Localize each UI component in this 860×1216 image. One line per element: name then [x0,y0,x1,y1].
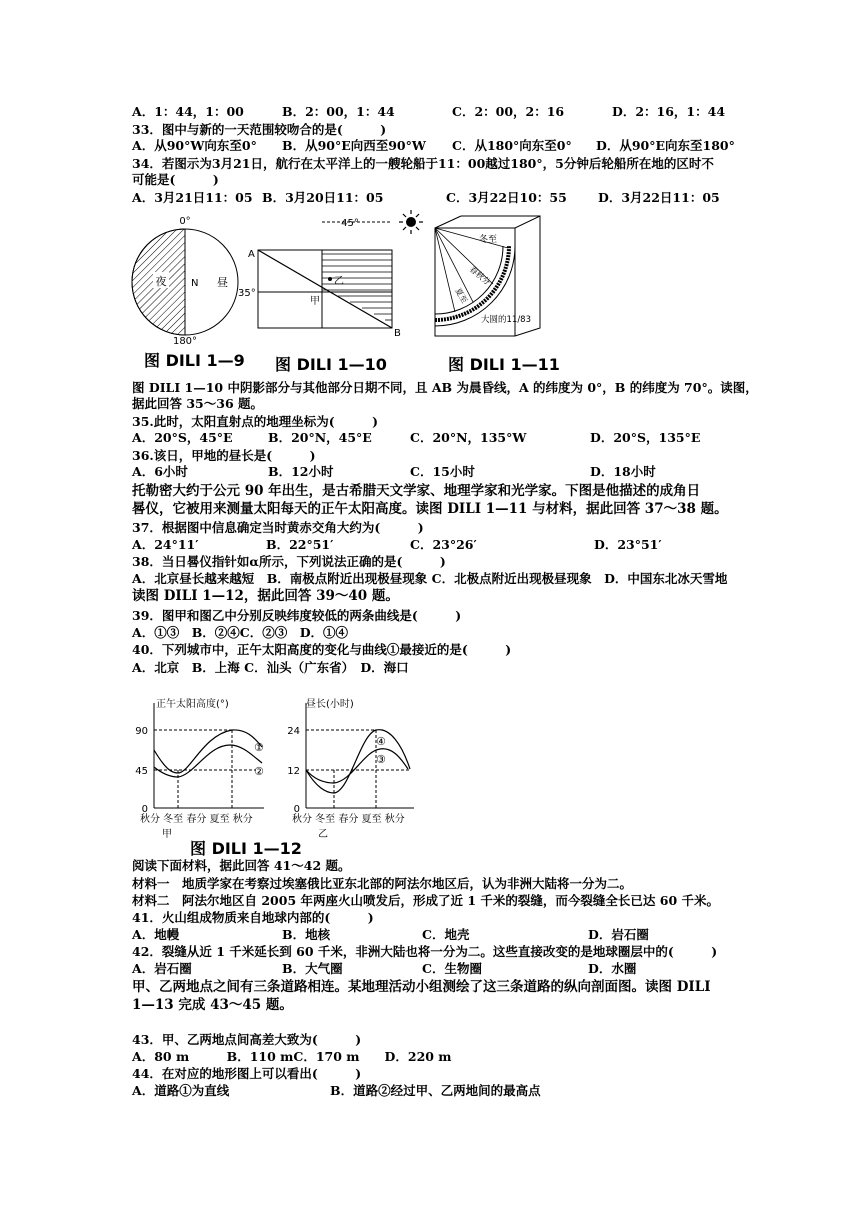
curve-3 [306,749,408,783]
right-tick-0: 0 [293,804,300,815]
curve-4-label: ④ [376,735,386,748]
question-43: 43．甲、乙两地点间高差大致为( ) [132,1032,362,1047]
q32-option-c: C．2：00，2：16 [452,104,565,119]
pole-label: N [191,278,199,289]
intro-35-36: 图 DILI 1—10 中阴影部分与其他部分日期不同，且 AB 为晨昏线，A 的纬度为 0°，B 的纬度为 70°。读图， [132,380,758,395]
question-34: 34．若图示为3月21日，航行在太平洋上的一艘轮船于11：00越过180°，5分钟后轮船所在地的区时不 [132,156,714,171]
question-35: 35.此时，太阳直射点的地理坐标为( ) [132,414,379,429]
left-x-ticks: 秋分 冬至 春分 夏至 秋分 [140,814,253,825]
yi-label: 乙 [334,276,344,287]
material-1: 材料一 地质学家在考察过埃塞俄比亚东北部的阿法尔地区后，认为非洲大陆将一分为二。 [132,876,633,891]
q41-option-a: A．地幔 [132,927,180,942]
equinox-label: 春秋分 [467,264,492,287]
lon-label: 45° [341,218,359,229]
curve-3-label: ③ [376,753,386,766]
q37-option-c: C．23°26′ [410,537,477,552]
intro-41-42: 阅读下面材料，据此回答 41～42 题。 [132,858,351,873]
question-41: 41．火山组成物质来自地球内部的( ) [132,910,374,925]
q39-options: A．①③ B．②④C．②③ D．①④ [132,625,349,640]
q34-option-d: D．3月22日11：05 [598,190,720,205]
q37-option-a: A．24°11′ [132,537,199,552]
q33-option-b: B．从90°E向西至90°W [282,138,426,153]
right-chart-title: 昼长(小时) [306,699,354,710]
figure-dili-1-11 [395,208,555,343]
q40-options: A．北京 B．上海 C．汕头（广东省） D．海口 [132,660,409,675]
q43-options: A．80 m B．110 mC．170 m D．220 m [132,1049,452,1064]
right-x-ticks: 秋分 冬至 春分 夏至 秋分 [292,814,405,825]
question-40: 40．下列城市中，正午太阳高度的变化与曲线①最接近的是( ) [132,642,512,657]
summer-label: 夏至 [453,286,470,305]
curve-4 [306,730,410,793]
question-34-cont: 可能是( ) [132,172,219,187]
point-b-label: B [394,328,401,339]
caption-fig10: 图 DILI 1—10 [275,355,387,374]
q33-option-c: C．从180°向东至0° [452,138,572,153]
q35-option-a: A．20°S，45°E [132,430,233,445]
question-33: 33．图中与新的一天范围较吻合的是( ) [132,122,387,137]
scale-label: 大圆的11/83 [481,315,531,325]
intro-37-38-cont: 晷仪，它被用来测量太阳每天的正午太阳高度。读图 DILI 1—11 与材料，据此回答 37～38 题。 [132,501,728,517]
q32-option-a: A．1：44，1：00 [132,104,244,119]
figure-dili-1-10 [232,212,412,342]
q42-option-d: D．水圈 [588,961,637,976]
question-36: 36.该日，甲地的昼长是( ) [132,448,316,463]
q36-option-d: D．18小时 [590,464,656,479]
q44-option-b: B．道路②经过甲、乙两地间的最高点 [330,1083,541,1098]
q35-option-c: C．20°N，135°W [410,430,527,445]
curve-1-label: ① [254,741,264,754]
day-label: 昼 [217,276,228,289]
q38-options: A．北京昼长越来越短 B．南极点附近出现极昼现象 C．北极点附近出现极昼现象 D．中国东北冰天雪地 [132,571,728,586]
question-38: 38．当日晷仪指针如α所示，下列说法正确的是( ) [132,554,446,569]
q34-option-c: C．3月22日10：55 [446,190,567,205]
q36-option-a: A．6小时 [132,464,188,479]
q33-option-a: A．从90°W向东至0° [132,138,257,153]
q41-option-d: D．岩石圈 [588,927,649,942]
point-a-label: A [248,249,255,260]
q36-option-c: C．15小时 [410,464,475,479]
figure-dili-1-9 [125,210,245,345]
intro-43-45-cont: 1—13 完成 43～45 题。 [132,997,293,1013]
sun-icon [399,210,423,234]
caption-fig9: 图 DILI 1—9 [144,351,245,370]
curve-2-label: ② [254,765,264,778]
right-chart-label: 乙 [318,829,328,840]
q42-option-c: C．生物圈 [422,961,482,976]
q37-option-b: B．22°51′ [266,537,334,552]
winter-label: 冬至 [479,235,498,245]
caption-fig12: 图 DILI 1—12 [190,839,302,858]
q35-option-b: B．20°N，45°E [268,430,372,445]
figure-dili-1-12 [128,695,428,840]
left-tick-0: 0 [141,804,148,815]
jia-label: 甲 [310,296,320,307]
right-tick-24: 24 [287,726,300,737]
q34-option-a: A．3月21日11：05 [132,190,253,205]
left-tick-90: 90 [135,726,148,737]
night-label: 夜 [155,275,167,288]
caption-fig11: 图 DILI 1—11 [448,355,560,374]
q41-option-b: B．地核 [282,927,331,942]
intro-39-40: 读图 DILI 1—12，据此回答 39～40 题。 [132,588,399,604]
left-chart-label: 甲 [162,829,172,840]
q32-option-d: D．2：16，1：44 [612,104,726,119]
fig9-label-bottom: 180° [172,336,198,345]
material-2: 材料二 阿法尔地区自 2005 年两座火山喷发后，形成了近 1 千米的裂缝，而今裂缝全长已达 60 千米。 [132,893,719,908]
q34-option-b: B．3月20日11：05 [262,190,384,205]
right-tick-12: 12 [287,766,300,777]
q36-option-b: B．12小时 [268,464,334,479]
question-39: 39．图甲和图乙中分别反映纬度较低的两条曲线是( ) [132,608,462,623]
left-chart-title: 正午太阳高度(°) [156,699,229,710]
q41-option-c: C．地壳 [422,927,470,942]
question-37: 37．根据图中信息确定当时黄赤交角大约为( ) [132,520,424,535]
fig9-label-top: 0° [179,216,191,227]
intro-37-38: 托勒密大约于公元 90 年出生，是古希腊天文学家、地理学家和光学家。下图是他描述的成角日 [132,483,701,499]
intro-43-45: 甲、乙两地点之间有三条道路相连。某地理活动小组测绘了这三条道路的纵向剖面图。读图 DILI [132,979,711,995]
question-42: 42．裂缝从近 1 千米延长到 60 千米，非洲大陆也将一分为二。这些直接改变的是地球圈层中的( ) [132,944,718,959]
lat-label: 35° [238,288,256,299]
q44-option-a: A．道路①为直线 [132,1083,230,1098]
intro-35-36-cont: 据此回答 35～36 题。 [132,396,263,411]
question-44: 44．在对应的地形图上可以看出( ) [132,1066,362,1081]
curve-2 [154,745,262,777]
q35-option-d: D．20°S，135°E [590,430,701,445]
q37-option-d: D．23°51′ [594,537,662,552]
left-tick-45: 45 [135,766,148,777]
q32-option-b: B．2：00，1：44 [282,104,395,119]
curve-1 [154,730,262,773]
q33-option-d: D．从90°E向东至180° [596,138,735,153]
q42-option-a: A．岩石圈 [132,961,192,976]
q42-option-b: B．大气圈 [282,961,343,976]
